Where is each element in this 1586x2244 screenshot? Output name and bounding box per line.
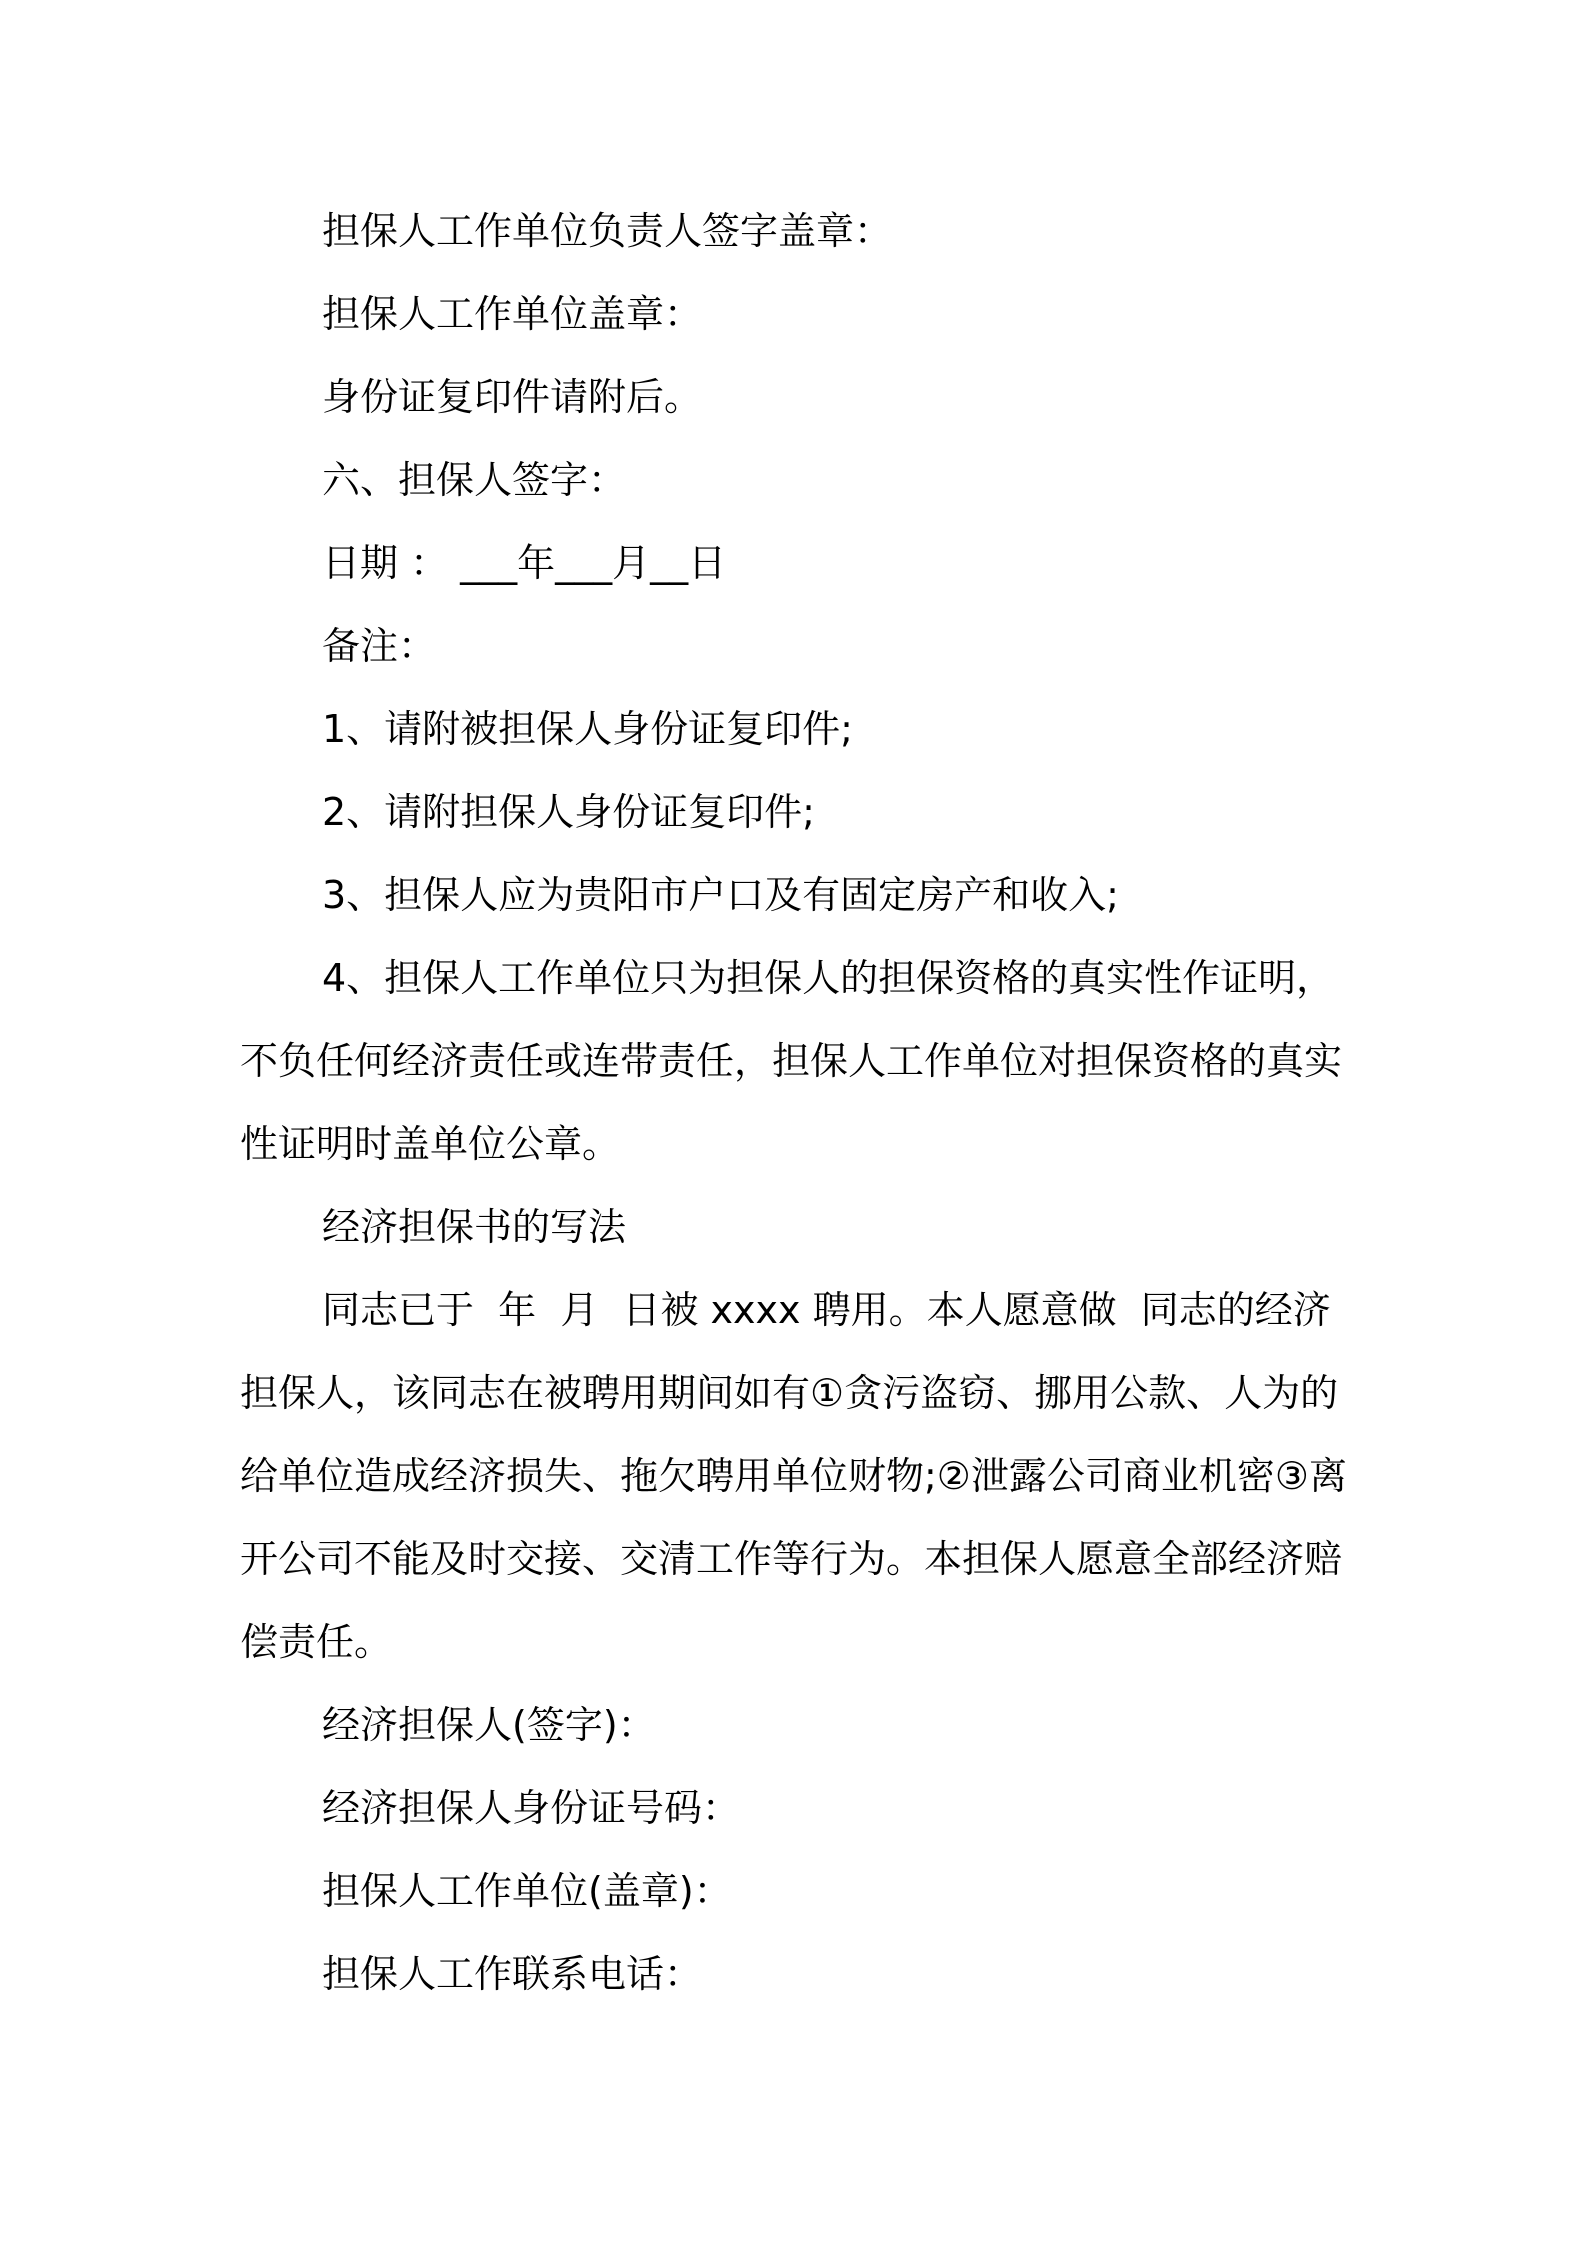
remark-item-4: 4、担保人工作单位只为担保人的担保资格的真实性作证明，不负任何经济责任或连带责任，担保人工作单位对担保资格的真实性证明时盖单位公章。 — [240, 956, 1343, 1166]
guarantor-id-number-field: 经济担保人身份证号码： — [322, 1786, 741, 1830]
guarantee-letter-title: 经济担保书的写法 — [322, 1205, 627, 1249]
guarantor-work-unit-seal-field: 担保人工作单位(盖章)： — [322, 1869, 732, 1913]
section-six-guarantor-signature: 六、担保人签字： — [322, 458, 627, 502]
unit-seal-line: 担保人工作单位盖章： — [322, 292, 703, 336]
guarantor-signature-field: 经济担保人(签字)： — [322, 1703, 656, 1747]
date-line: 日期 ： ___年___月__日 — [322, 541, 727, 585]
guarantee-letter-body: 同志已于 年 月 日被 xxxx 聘用。本人愿意做 同志的经济担保人，该同志在被聘用期间如有①贪污盗窃、挪用公款、人为的给单位造成经济损失、拖欠聘用单位财物;②泄露公司商业机密③离开公司不能及时交接、交清工作等行为。本担保人愿意全部经济赔偿责任。 — [240, 1288, 1347, 1664]
document-body — [240, 190, 1360, 2016]
remarks-heading: 备注： — [322, 624, 437, 668]
id-copy-note: 身份证复印件请附后。 — [322, 375, 703, 419]
unit-leader-signature-line: 担保人工作单位负责人签字盖章： — [322, 209, 893, 253]
remark-item-2: 2、请附担保人身份证复印件; — [322, 790, 815, 834]
guarantor-work-phone-field: 担保人工作联系电话： — [322, 1952, 703, 1996]
remark-item-1: 1、请附被担保人身份证复印件; — [322, 707, 853, 751]
remark-item-3: 3、担保人应为贵阳市户口及有固定房产和收入; — [322, 873, 1119, 917]
